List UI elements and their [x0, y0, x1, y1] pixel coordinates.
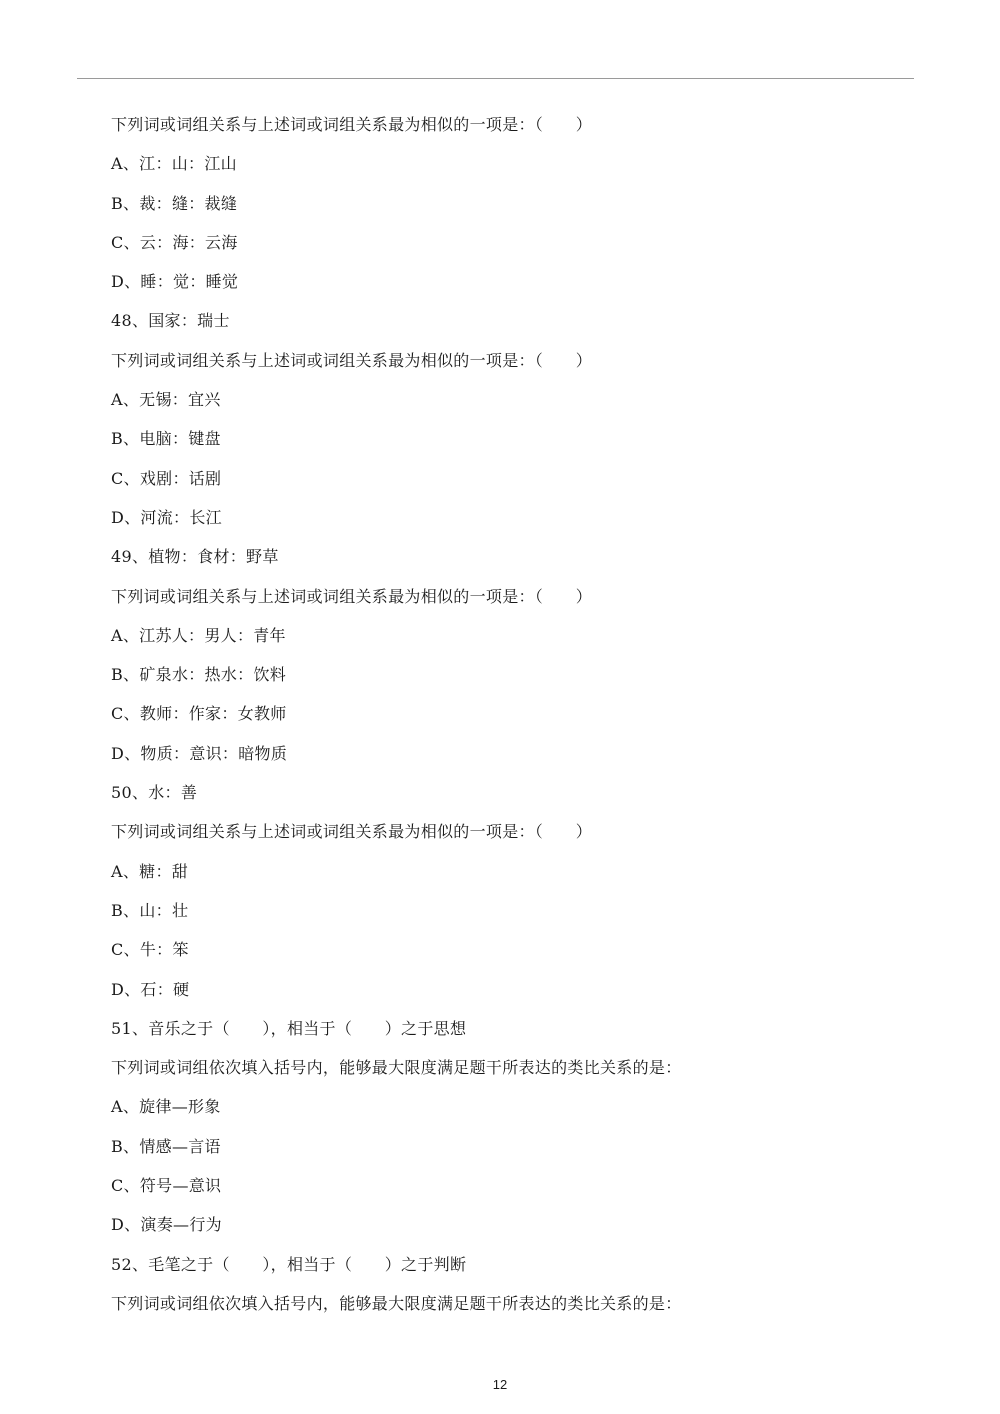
option-b: B、矿泉水：热水：饮料	[111, 665, 287, 685]
question-stem-48: 48、国家：瑞士	[111, 311, 230, 331]
option-a: A、江：山：江山	[111, 154, 237, 174]
option-a: A、江苏人：男人：青年	[111, 625, 286, 645]
question-instruction: 下列词或词组依次填入括号内，能够最大限度满足题干所表达的类比关系的是：	[111, 1293, 682, 1313]
option-d: D、物质：意识：暗物质	[111, 743, 288, 763]
question-instruction: 下列词或词组关系与上述词或词组关系最为相似的一项是：（ ）	[111, 586, 593, 606]
option-a: A、糖：甜	[111, 861, 189, 881]
option-b: B、电脑：键盘	[111, 429, 221, 449]
question-stem-51: 51、音乐之于（ ），相当于（ ）之于思想	[111, 1018, 467, 1038]
header-rule	[77, 78, 914, 79]
option-d: D、石：硬	[111, 979, 190, 999]
option-d: D、河流：长江	[111, 507, 222, 527]
option-c: C、戏剧：话剧	[111, 468, 222, 488]
option-c: C、教师：作家：女教师	[111, 704, 287, 724]
page-number: 12	[492, 1377, 508, 1392]
option-b: B、裁：缝：裁缝	[111, 193, 238, 213]
option-d: D、演奏—行为	[111, 1215, 222, 1235]
question-stem-52: 52、毛笔之于（ ），相当于（ ）之于判断	[111, 1254, 467, 1274]
option-c: C、云：海：云海	[111, 232, 238, 252]
option-a: A、旋律—形象	[111, 1097, 221, 1117]
option-a: A、无锡：宜兴	[111, 390, 221, 410]
question-instruction: 下列词或词组依次填入括号内，能够最大限度满足题干所表达的类比关系的是：	[111, 1058, 682, 1078]
document-body	[111, 105, 911, 1323]
question-instruction: 下列词或词组关系与上述词或词组关系最为相似的一项是：（ ）	[111, 350, 593, 370]
option-b: B、山：壮	[111, 900, 189, 920]
option-d: D、睡：觉：睡觉	[111, 272, 239, 292]
question-instruction: 下列词或词组关系与上述词或词组关系最为相似的一项是：（ ）	[111, 115, 593, 134]
option-b: B、情感—言语	[111, 1136, 221, 1156]
question-stem-49: 49、植物：食材：野草	[111, 547, 279, 567]
question-instruction: 下列词或词组关系与上述词或词组关系最为相似的一项是：（ ）	[111, 822, 593, 842]
question-stem-50: 50、水：善	[111, 783, 198, 803]
option-c: C、符号—意识	[111, 1176, 222, 1196]
option-c: C、牛：笨	[111, 940, 189, 960]
